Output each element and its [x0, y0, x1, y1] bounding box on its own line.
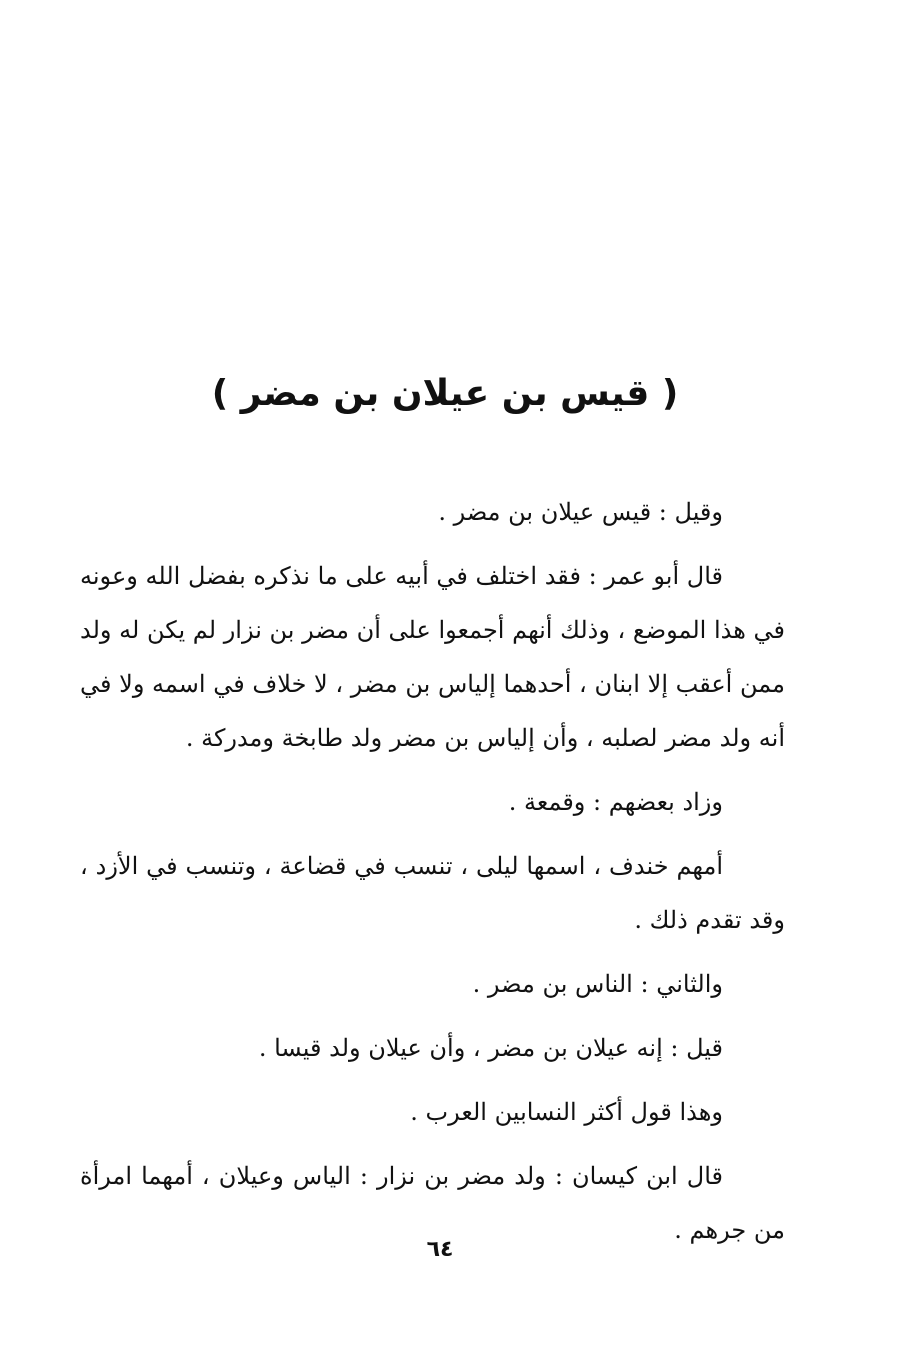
page-number: ٦٤ — [426, 1237, 454, 1262]
paragraph: قال ابن كيسان : ولد مضر بن نزار : الياس وعيلان ، أمهما امرأة من جرهم . — [80, 1162, 785, 1244]
paragraph: والثاني : الناس بن مضر . — [472, 970, 723, 998]
paragraph: وقيل : قيس عيلان بن مضر . — [438, 498, 723, 526]
paragraph: وهذا قول أكثر النسابين العرب . — [410, 1098, 723, 1126]
page-body — [80, 485, 785, 1267]
paragraph: قيل : إنه عيلان بن مضر ، وأن عيلان ولد قيسا . — [258, 1034, 723, 1062]
paragraph: أمهم خندف ، اسمها ليلى ، تنسب في قضاعة ، وتنسب في الأزد ، وقد تقدم ذلك . — [80, 852, 785, 934]
chapter-title: ( قيس بن عيلان بن مضر ) — [211, 373, 679, 414]
paragraph: وزاد بعضهم : وقمعة . — [508, 788, 723, 816]
paragraph: قال أبو عمر : فقد اختلف في أبيه على ما نذكره بفضل الله وعونه في هذا الموضع ، وذلك أنهم أجمعوا على أن مضر بن نزار لم يكن له ولد ممن أعقب إلا ابنان ، أحدهما إلياس بن مضر ، لا خلاف في اسمه ولا في أنه ولد مضر لصلبه ، وأن إلياس بن مضر ولد طابخة ومدركة . — [80, 562, 785, 752]
